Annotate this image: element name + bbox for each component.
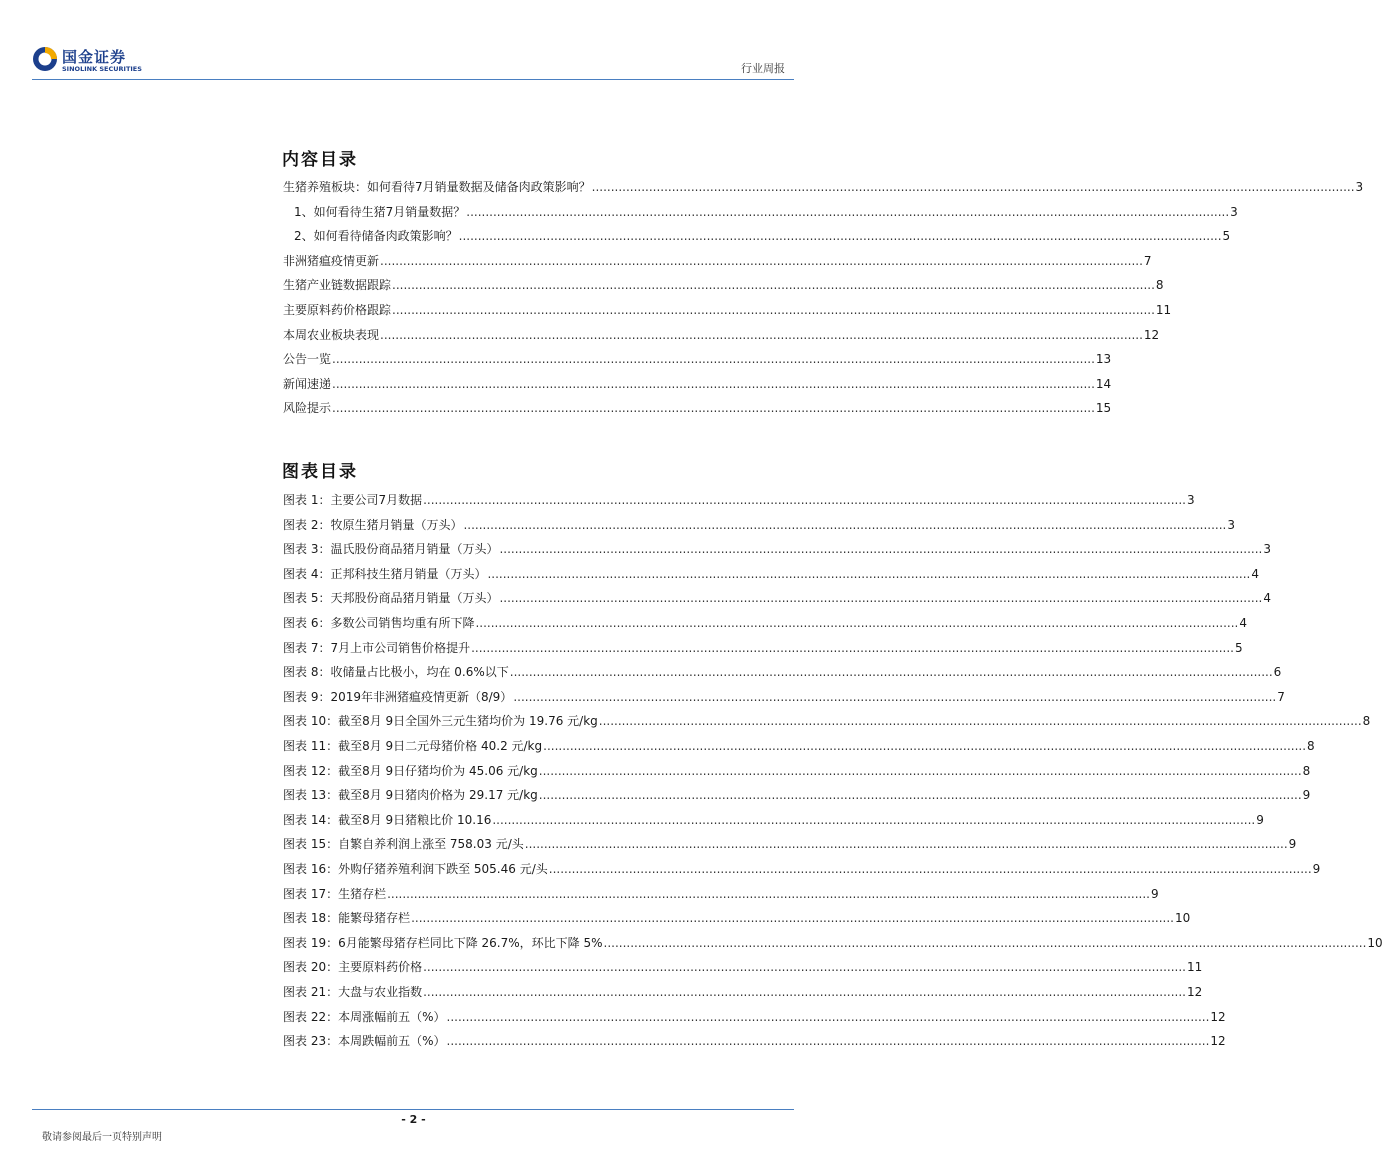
entry-page-number: 14 xyxy=(1095,376,1112,391)
toc-entry[interactable] xyxy=(283,252,1152,269)
dot-leader: ........................................................................................................................................................................................................ xyxy=(487,566,1251,581)
entry-label: 图表 14：截至8月 9日猪粮比价 10.16 xyxy=(283,812,492,827)
dot-leader: ........................................................................................................................................................................................................ xyxy=(538,788,1302,803)
dot-leader: ........................................................................................................................................................................................................ xyxy=(332,376,1095,391)
toc-entry[interactable] xyxy=(294,203,1238,220)
figure-entry[interactable] xyxy=(283,614,1247,631)
figure-entry[interactable] xyxy=(283,958,1203,975)
entry-label: 图表 18：能繁母猪存栏 xyxy=(283,911,411,926)
dot-leader: ........................................................................................................................................................................................................ xyxy=(471,640,1234,655)
entry-page-number: 4 xyxy=(1263,591,1271,606)
dot-leader: ........................................................................................................................................................................................................ xyxy=(458,229,1222,244)
dot-leader: ........................................................................................................................................................................................................ xyxy=(332,352,1095,367)
dot-leader: ........................................................................................................................................................................................................ xyxy=(509,665,1273,680)
figure-entry[interactable] xyxy=(283,909,1191,926)
dot-leader: ........................................................................................................................................................................................................ xyxy=(411,911,1174,926)
header-divider xyxy=(32,79,794,80)
entry-label: 公告一览 xyxy=(283,352,332,367)
entry-page-number: 12 xyxy=(1143,327,1160,342)
figure-entry[interactable] xyxy=(283,983,1203,1000)
toc-entry[interactable] xyxy=(283,276,1164,293)
dot-leader: ........................................................................................................................................................................................................ xyxy=(466,204,1230,219)
entry-page-number: 5 xyxy=(1234,640,1243,655)
dot-leader: ........................................................................................................................................................................................................ xyxy=(524,837,1288,852)
entry-page-number: 11 xyxy=(1155,303,1172,317)
dot-leader: ........................................................................................................................................................................................................ xyxy=(499,542,1263,557)
footer-divider xyxy=(32,1109,794,1110)
entry-page-number: 3 xyxy=(1230,204,1238,219)
entry-label: 图表 6：多数公司销售均重有所下降 xyxy=(283,616,475,630)
entry-page-number: 15 xyxy=(1095,401,1112,416)
entry-label: 本周农业板块表现 xyxy=(283,327,380,342)
figures-title: 图表目录 xyxy=(282,462,358,482)
entry-page-number: 9 xyxy=(1256,812,1264,827)
entry-label: 图表 8：收储量占比极小，均在 0.6%以下 xyxy=(283,665,509,680)
figure-entry[interactable] xyxy=(283,786,1311,803)
entry-label: 图表 7：7月上市公司销售价格提升 xyxy=(283,640,471,655)
logo-text-cn: 国金证券 xyxy=(62,48,127,66)
dot-leader: ........................................................................................................................................................................................................ xyxy=(499,591,1263,606)
figure-entry[interactable] xyxy=(283,540,1271,557)
figure-entry[interactable] xyxy=(283,688,1285,705)
figure-entry[interactable] xyxy=(283,860,1321,877)
entry-label: 图表 13：截至8月 9日猪肉价格为 29.17 元/kg xyxy=(283,788,538,803)
entry-label: 主要原料药价格跟踪 xyxy=(283,303,392,317)
entry-page-number: 5 xyxy=(1222,229,1231,244)
entry-page-number: 8 xyxy=(1302,763,1311,778)
dot-leader: ........................................................................................................................................................................................................ xyxy=(543,739,1307,753)
entry-label: 图表 17：生猪存栏 xyxy=(283,886,387,901)
dot-leader: ........................................................................................................................................................................................................ xyxy=(492,812,1256,827)
figure-entry[interactable] xyxy=(283,811,1264,828)
figure-entry[interactable] xyxy=(283,1008,1226,1025)
page-header xyxy=(0,0,827,82)
figure-entry[interactable] xyxy=(283,589,1271,606)
page-number: - 2 - xyxy=(401,1113,426,1126)
entry-page-number: 8 xyxy=(1307,739,1315,753)
entry-label: 2、如何看待储备肉政策影响？ xyxy=(294,229,458,244)
dot-leader: ........................................................................................................................................................................................................ xyxy=(591,180,1355,194)
entry-label: 新闻速递 xyxy=(283,376,332,391)
entry-label: 图表 5：天邦股份商品猪月销量（万头） xyxy=(283,591,499,606)
entry-page-number: 12 xyxy=(1210,1009,1226,1024)
dot-leader: ........................................................................................................................................................................................................ xyxy=(392,278,1155,293)
figure-entry[interactable] xyxy=(283,516,1235,533)
entry-page-number: 6 xyxy=(1273,665,1282,680)
entry-page-number: 9 xyxy=(1312,862,1321,876)
entry-page-number: 8 xyxy=(1155,278,1164,293)
entry-page-number: 4 xyxy=(1251,566,1259,581)
entry-page-number: 10 xyxy=(1367,935,1383,950)
figure-entry[interactable] xyxy=(283,712,1371,729)
figure-entry[interactable] xyxy=(283,491,1195,508)
figure-entry[interactable] xyxy=(283,639,1243,656)
entry-label: 图表 19：6月能繁母猪存栏同比下降 26.7%，环比下降 5% xyxy=(283,935,603,950)
dot-leader: ........................................................................................................................................................................................................ xyxy=(513,689,1277,704)
toc-entry[interactable] xyxy=(283,178,1364,195)
entry-page-number: 3 xyxy=(1263,542,1271,557)
toc-entry[interactable] xyxy=(283,350,1112,367)
entry-label: 图表 11：截至8月 9日二元母猪价格 40.2 元/kg xyxy=(283,739,543,753)
dot-leader: ........................................................................................................................................................................................................ xyxy=(423,985,1186,999)
dot-leader: ........................................................................................................................................................................................................ xyxy=(332,401,1095,416)
entry-label: 1、如何看待生猪7月销量数据？ xyxy=(294,204,466,219)
dot-leader: ........................................................................................................................................................................................................ xyxy=(538,763,1302,778)
dot-leader: ........................................................................................................................................................................................................ xyxy=(603,935,1367,950)
entry-page-number: 3 xyxy=(1186,493,1195,507)
entry-label: 图表 3：温氏股份商品猪月销量（万头） xyxy=(283,542,499,557)
dot-leader: ........................................................................................................................................................................................................ xyxy=(446,1009,1210,1024)
dot-leader: ........................................................................................................................................................................................................ xyxy=(548,862,1312,876)
entry-page-number: 9 xyxy=(1288,837,1297,852)
entry-page-number: 12 xyxy=(1186,985,1203,999)
entry-label: 图表 21：大盘与农业指数 xyxy=(283,985,423,999)
dot-leader: ........................................................................................................................................................................................................ xyxy=(598,714,1362,729)
dot-leader: ........................................................................................................................................................................................................ xyxy=(423,960,1186,975)
company-logo xyxy=(32,46,162,78)
dot-leader: ........................................................................................................................................................................................................ xyxy=(387,886,1150,901)
entry-page-number: 7 xyxy=(1143,253,1152,268)
entry-label: 图表 22：本周涨幅前五（%） xyxy=(283,1009,446,1024)
dot-leader: ........................................................................................................................................................................................................ xyxy=(463,517,1227,532)
dot-leader: ........................................................................................................................................................................................................ xyxy=(475,616,1239,630)
document-type: 行业周报 xyxy=(741,62,785,75)
toc-entry[interactable] xyxy=(283,375,1112,392)
figure-entry[interactable] xyxy=(283,663,1282,680)
entry-label: 生猪养殖板块：如何看待7月销量数据及储备肉政策影响？ xyxy=(283,180,591,194)
toc-entry[interactable] xyxy=(283,301,1172,318)
figure-entry[interactable] xyxy=(283,565,1259,582)
entry-page-number: 9 xyxy=(1150,886,1159,901)
entry-page-number: 11 xyxy=(1186,960,1203,975)
entry-page-number: 10 xyxy=(1174,911,1191,926)
entry-label: 图表 1：主要公司7月数据 xyxy=(283,493,423,507)
figure-entry[interactable] xyxy=(283,737,1315,754)
figure-entry[interactable] xyxy=(283,835,1297,852)
entry-page-number: 9 xyxy=(1302,788,1311,803)
entry-label: 风险提示 xyxy=(283,401,332,416)
entry-label: 图表 16：外购仔猪养殖利润下跌至 505.46 元/头 xyxy=(283,862,548,876)
entry-label: 图表 20：主要原料药价格 xyxy=(283,960,423,975)
dot-leader: ........................................................................................................................................................................................................ xyxy=(392,303,1155,317)
entry-page-number: 12 xyxy=(1210,1034,1226,1049)
entry-label: 图表 10：截至8月 9日全国外三元生猪均价为 19.76 元/kg xyxy=(283,714,598,729)
entry-label: 图表 4：正邦科技生猪月销量（万头） xyxy=(283,566,487,581)
entry-label: 图表 23：本周跌幅前五（%） xyxy=(283,1034,446,1049)
figure-entry[interactable] xyxy=(283,762,1311,779)
entry-label: 非洲猪瘟疫情更新 xyxy=(283,253,380,268)
entry-page-number: 7 xyxy=(1277,689,1285,704)
logo-icon xyxy=(32,46,58,72)
entry-page-number: 3 xyxy=(1227,517,1235,532)
entry-label: 生猪产业链数据跟踪 xyxy=(283,278,392,293)
toc-entry[interactable] xyxy=(294,227,1231,244)
entry-label: 图表 15：自繁自养利润上涨至 758.03 元/头 xyxy=(283,837,524,852)
figure-entry[interactable] xyxy=(283,885,1159,902)
dot-leader: ........................................................................................................................................................................................................ xyxy=(423,493,1186,507)
toc-entry[interactable] xyxy=(283,399,1112,416)
dot-leader: ........................................................................................................................................................................................................ xyxy=(380,327,1143,342)
contents-title: 内容目录 xyxy=(282,150,358,170)
disclaimer: 敬请参阅最后一页特别声明 xyxy=(42,1132,162,1143)
entry-page-number: 4 xyxy=(1239,616,1247,630)
entry-page-number: 13 xyxy=(1095,352,1112,367)
entry-label: 图表 2：牧原生猪月销量（万头） xyxy=(283,517,463,532)
dot-leader: ........................................................................................................................................................................................................ xyxy=(446,1034,1210,1049)
figure-entry[interactable] xyxy=(283,934,1383,951)
logo-text-en: SINOLINK SECURITIES xyxy=(62,65,142,73)
figure-entry[interactable] xyxy=(283,1032,1226,1049)
dot-leader: ........................................................................................................................................................................................................ xyxy=(380,253,1143,268)
toc-entry[interactable] xyxy=(283,326,1160,343)
entry-label: 图表 9：2019年非洲猪瘟疫情更新（8/9） xyxy=(283,689,513,704)
entry-page-number: 3 xyxy=(1355,180,1364,194)
entry-label: 图表 12：截至8月 9日仔猪均价为 45.06 元/kg xyxy=(283,763,538,778)
entry-page-number: 8 xyxy=(1362,714,1371,729)
